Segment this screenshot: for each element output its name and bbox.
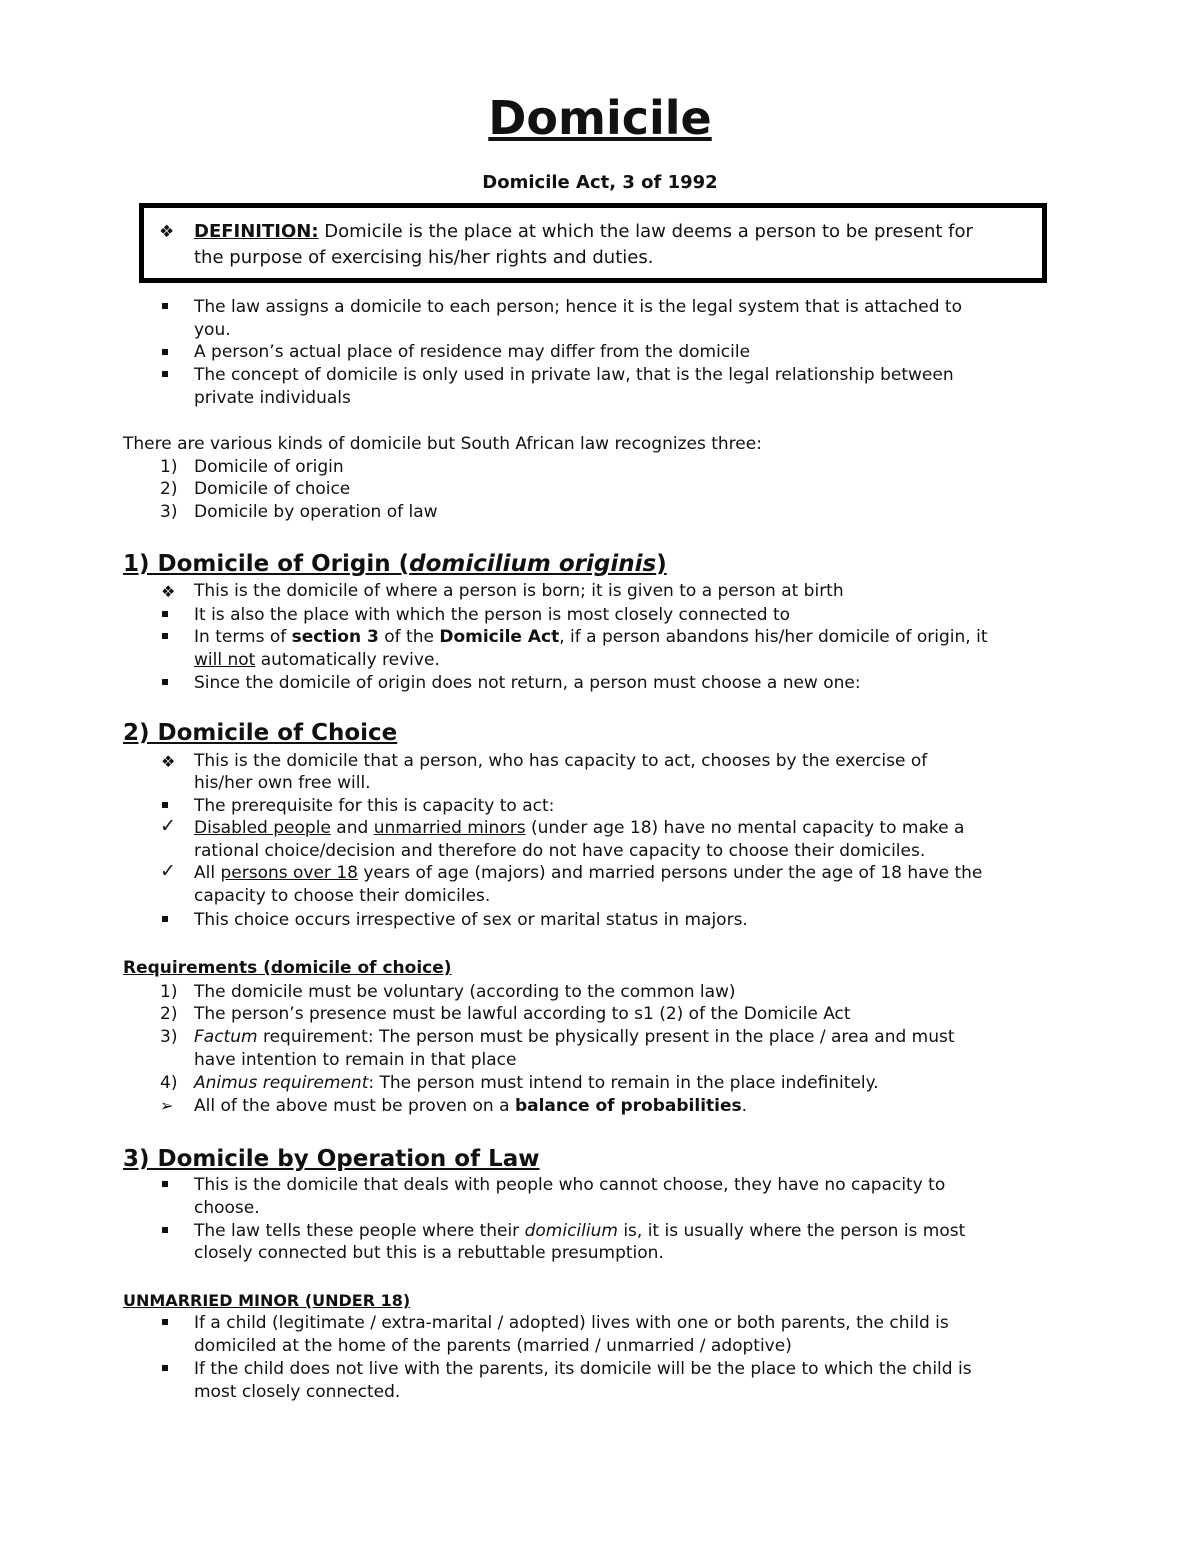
intro-bullet-3-line-2: private individuals bbox=[194, 388, 351, 408]
operation-b2-c: is, it is usually where the person is most bbox=[617, 1221, 966, 1241]
square-bullet-icon bbox=[162, 303, 168, 309]
requirement-1: The domicile must be voluntary (according to the common law) bbox=[194, 982, 736, 1002]
origin-heading-italic: domicilium originis bbox=[409, 551, 657, 577]
minor-bullet-2-line-1: If the child does not live with the parents, its domicile will be the place to which the child is bbox=[194, 1359, 972, 1379]
requirements-heading: Requirements (domicile of choice) bbox=[123, 958, 452, 978]
choice-bullet-2: The prerequisite for this is capacity to act: bbox=[194, 796, 555, 816]
list-number: 1) bbox=[160, 457, 178, 477]
minor-heading: UNMARRIED MINOR (UNDER 18) bbox=[123, 1291, 411, 1310]
check-bullet-icon: ✓ bbox=[160, 860, 176, 882]
choice-bullet-1-line-2: his/her own free will. bbox=[194, 773, 371, 793]
square-bullet-icon bbox=[162, 1319, 168, 1325]
operation-bullet-1-line-1: This is the domicile that deals with people who cannot choose, they have no capacity to bbox=[194, 1175, 946, 1195]
choice-bullet-1-line-1: This is the domicile that a person, who has capacity to act, chooses by the exercise of bbox=[194, 751, 928, 771]
origin-b3-will-not: will not bbox=[194, 650, 256, 670]
origin-b3-l2-rest: automatically revive. bbox=[255, 650, 440, 670]
diamond-bullet-icon: ❖ bbox=[159, 222, 175, 242]
requirement-4-rest: : The person must intend to remain in the place indefinitely. bbox=[368, 1073, 879, 1093]
operation-domicilium: domicilium bbox=[524, 1221, 618, 1241]
choice-disabled-people: Disabled people bbox=[194, 818, 331, 838]
square-bullet-icon bbox=[162, 1181, 168, 1187]
square-bullet-icon bbox=[162, 1227, 168, 1233]
requirements-summary-a: All of the above must be proven on a bbox=[194, 1096, 515, 1116]
origin-bullet-3-line-1 bbox=[194, 626, 988, 649]
choice-check-1-line-1 bbox=[194, 817, 964, 840]
square-bullet-icon bbox=[162, 916, 168, 922]
operation-b2-a: The law tells these people where their bbox=[194, 1221, 525, 1241]
requirement-3-rest: requirement: The person must be physically present in the place / area and must bbox=[257, 1027, 955, 1047]
choice-heading: 2) Domicile of Choice bbox=[123, 720, 398, 746]
requirements-summary bbox=[194, 1095, 747, 1118]
intro-bullet-3-line-1: The concept of domicile is only used in private law, that is the legal relationship between bbox=[194, 365, 954, 385]
requirement-factum: Factum bbox=[194, 1027, 258, 1047]
minor-bullet-2-line-2: most closely connected. bbox=[194, 1382, 401, 1402]
intro-bullet-1-line-2: you. bbox=[194, 320, 231, 340]
list-number: 1) bbox=[160, 982, 178, 1002]
kinds-item-3: Domicile by operation of law bbox=[194, 502, 438, 522]
origin-heading bbox=[123, 549, 667, 579]
diamond-bullet-icon: ❖ bbox=[161, 582, 176, 601]
list-number: 3) bbox=[160, 1027, 178, 1047]
origin-b3-act: Domicile Act bbox=[439, 627, 560, 647]
minor-bullet-1-line-2: domiciled at the home of the parents (married / unmarried / adoptive) bbox=[194, 1336, 792, 1356]
list-number: 2) bbox=[160, 1004, 178, 1024]
page-subtitle: Domicile Act, 3 of 1992 bbox=[482, 172, 718, 193]
square-bullet-icon bbox=[162, 371, 168, 377]
square-bullet-icon bbox=[162, 349, 168, 355]
diamond-bullet-icon: ❖ bbox=[161, 752, 176, 771]
arrow-bullet-icon: ➢ bbox=[160, 1096, 174, 1115]
kinds-item-1: Domicile of origin bbox=[194, 457, 344, 477]
square-bullet-icon bbox=[162, 679, 168, 685]
requirement-4 bbox=[194, 1072, 879, 1095]
page-title: Domicile bbox=[488, 91, 712, 145]
square-bullet-icon bbox=[162, 1365, 168, 1371]
origin-b3-section: section 3 bbox=[291, 627, 379, 647]
origin-b3-a: In terms of bbox=[194, 627, 292, 647]
kinds-intro: There are various kinds of domicile but South African law recognizes three: bbox=[123, 434, 762, 454]
choice-persons-over-18: persons over 18 bbox=[220, 863, 358, 883]
requirement-2: The person’s presence must be lawful according to s1 (2) of the Domicile Act bbox=[194, 1004, 851, 1024]
origin-b3-c: of the bbox=[378, 627, 440, 647]
origin-heading-pre: 1) Domicile of Origin ( bbox=[123, 551, 410, 577]
choice-bullet-3: This choice occurs irrespective of sex or marital status in majors. bbox=[194, 910, 748, 930]
requirement-3-line-2: have intention to remain in that place bbox=[194, 1050, 517, 1070]
origin-bullet-1: This is the domicile of where a person is born; it is given to a person at birth bbox=[194, 581, 844, 601]
minor-bullet-1-line-1: If a child (legitimate / extra-marital / adopted) lives with one or both parents, the child is bbox=[194, 1313, 949, 1333]
choice-c2-rest: years of age (majors) and married persons under the age of 18 have the bbox=[357, 863, 983, 883]
check-bullet-icon: ✓ bbox=[160, 815, 176, 837]
choice-check-2-line-2: capacity to choose their domiciles. bbox=[194, 886, 491, 906]
kinds-item-2: Domicile of choice bbox=[194, 479, 351, 499]
choice-c1-and: and bbox=[330, 818, 374, 838]
operation-bullet-2-line-1 bbox=[194, 1220, 965, 1243]
definition-text-1: Domicile is the place at which the law deems a person to be present for bbox=[318, 221, 973, 242]
list-number: 4) bbox=[160, 1073, 178, 1093]
operation-bullet-1-line-2: choose. bbox=[194, 1198, 260, 1218]
intro-bullet-2: A person’s actual place of residence may differ from the domicile bbox=[194, 342, 751, 362]
square-bullet-icon bbox=[162, 633, 168, 639]
intro-bullet-1-line-1: The law assigns a domicile to each person; hence it is the legal system that is attached to bbox=[194, 297, 962, 317]
square-bullet-icon bbox=[162, 611, 168, 617]
requirement-3-line-1 bbox=[194, 1026, 955, 1049]
origin-bullet-2: It is also the place with which the person is most closely connected to bbox=[194, 605, 791, 625]
choice-c2-all: All bbox=[194, 863, 221, 883]
list-number: 2) bbox=[160, 479, 178, 499]
origin-bullet-4: Since the domicile of origin does not return, a person must choose a new one: bbox=[194, 673, 861, 693]
choice-c1-rest: (under age 18) have no mental capacity to make a bbox=[525, 818, 965, 838]
origin-heading-post: ) bbox=[656, 551, 667, 577]
origin-b3-e: , if a person abandons his/her domicile of origin, it bbox=[559, 627, 988, 647]
list-number: 3) bbox=[160, 502, 178, 522]
operation-bullet-2-line-2: closely connected but this is a rebuttable presumption. bbox=[194, 1243, 664, 1263]
choice-check-2-line-1 bbox=[194, 862, 982, 885]
operation-heading: 3) Domicile by Operation of Law bbox=[123, 1146, 540, 1172]
requirement-animus: Animus requirement bbox=[194, 1073, 369, 1093]
origin-bullet-3-line-2 bbox=[194, 649, 440, 672]
definition-label: DEFINITION: bbox=[194, 221, 319, 242]
square-bullet-icon bbox=[162, 802, 168, 808]
balance-of-probabilities: balance of probabilities bbox=[514, 1096, 742, 1116]
definition-line-1 bbox=[194, 219, 973, 245]
choice-check-1-line-2: rational choice/decision and therefore do not have capacity to choose their domiciles. bbox=[194, 841, 926, 861]
definition-line-2: the purpose of exercising his/her rights and duties. bbox=[194, 247, 654, 268]
choice-unmarried-minors: unmarried minors bbox=[373, 818, 526, 838]
requirements-summary-c: . bbox=[741, 1096, 748, 1116]
